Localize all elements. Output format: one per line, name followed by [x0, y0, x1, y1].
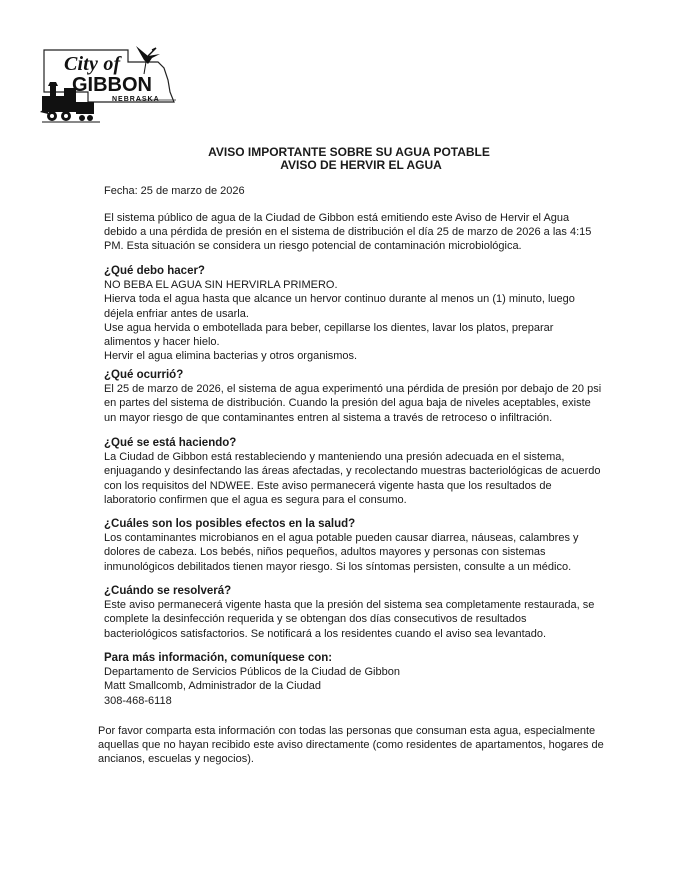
logo-sub-text: NEBRASKA [112, 96, 160, 103]
closing-paragraph: Por favor comparta esta información con todas las personas que consuman esta agua, especialmente aquellas que no hayan recibido este aviso directamente (como residentes de apartamentos, hogares de ancianos, escuelas y negocios). [98, 725, 604, 766]
contact-person: Matt Smallcomb, Administrador de la Ciudad [104, 680, 322, 693]
section-line: La Ciudad de Gibbon está restableciendo y manteniendo una presión adecuada en el sistema, enjuagando y desinfectando las áreas afectadas, y recolectando muestras bacteriológicas de acuerdo con los requisitos del NDWEE. Este aviso permanecerá vigente hasta que los resultados de laboratorio confirmen que el agua es segura para el consumo. [104, 451, 601, 506]
section-line: Hierva toda el agua hasta que alcance un hervor continuo durante al menos un (1) minuto, luego déjela enfriar antes de usarla. [104, 293, 575, 320]
section-title: ¿Qué se está haciendo? [104, 437, 237, 449]
section-what-to-do [104, 264, 602, 363]
section-line: NO BEBA EL AGUA SIN HERVIRLA PRIMERO. [104, 279, 338, 292]
section-line: Use agua hervida o embotellada para beber, cepillarse los dientes, lavar los platos, preparar alimentos y hacer hielo. [104, 321, 554, 349]
section-what-happened [104, 368, 602, 425]
crane-bird-icon [136, 46, 160, 74]
contact-phone: 308-468-6118 [104, 694, 172, 707]
section-health-effects [104, 517, 602, 574]
contact-block [104, 651, 602, 708]
logo-name-text: GIBBON [72, 74, 152, 96]
logo-script-text: City of [64, 53, 121, 75]
section-title: ¿Qué debo hacer? [104, 265, 205, 277]
section-line: Los contaminantes microbianos en el agua potable pueden causar diarrea, náuseas, calambres y dolores de cabeza. Los bebés, niños pequeños, adultos mayores y personas con sistemas inmunológicos debilitados tienen mayor riesgo. Si los síntomas persisten, consulte a un médico. [104, 532, 579, 573]
section-what-is-being-done [104, 436, 602, 507]
section-line: Este aviso permanecerá vigente hasta que la presión del sistema sea completamente restaurada, se complete la desinfección requerida y se obtengan dos días consecutivos de resultados bacteriológicos satisfactorios. Se notificará a los residentes cuando el aviso sea levantado. [104, 599, 595, 640]
section-line: Hervir el agua elimina bacterias y otros organismos. [104, 350, 358, 363]
section-title: ¿Cuáles son los posibles efectos en la salud? [104, 518, 356, 530]
section-line: El 25 de marzo de 2026, el sistema de agua experimentó una pérdida de presión por debajo de 20 psi en partes del sistema de distribución. Cuando la presión del agua baja de niveles aceptables, existe un mayor riesgo de que contaminantes entren al sistema a través de retroceso o infiltración. [104, 383, 602, 424]
section-title: ¿Cuándo se resolverá? [104, 585, 232, 597]
intro-paragraph: El sistema público de agua de la Ciudad de Gibbon está emitiendo este Aviso de Hervir el Agua debido a una pérdida de presión en el sistema de distribución el día 25 de marzo de 2026 a las 4:15 PM. Esta situación se considera un riesgo potencial de contaminación microbiológica. [104, 212, 592, 253]
section-title: ¿Qué ocurrió? [104, 369, 184, 381]
notice-subtitle: AVISO DE HERVIR EL AGUA [280, 158, 442, 172]
notice-title: AVISO IMPORTANTE SOBRE SU AGUA POTABLE [208, 145, 490, 159]
contact-title: Para más información, comuníquese con: [104, 652, 333, 664]
contact-department: Departamento de Servicios Públicos de la Ciudad de Gibbon [104, 666, 400, 679]
section-when-resolved [104, 584, 602, 641]
date-line: Fecha: 25 de marzo de 2026 [104, 185, 245, 197]
